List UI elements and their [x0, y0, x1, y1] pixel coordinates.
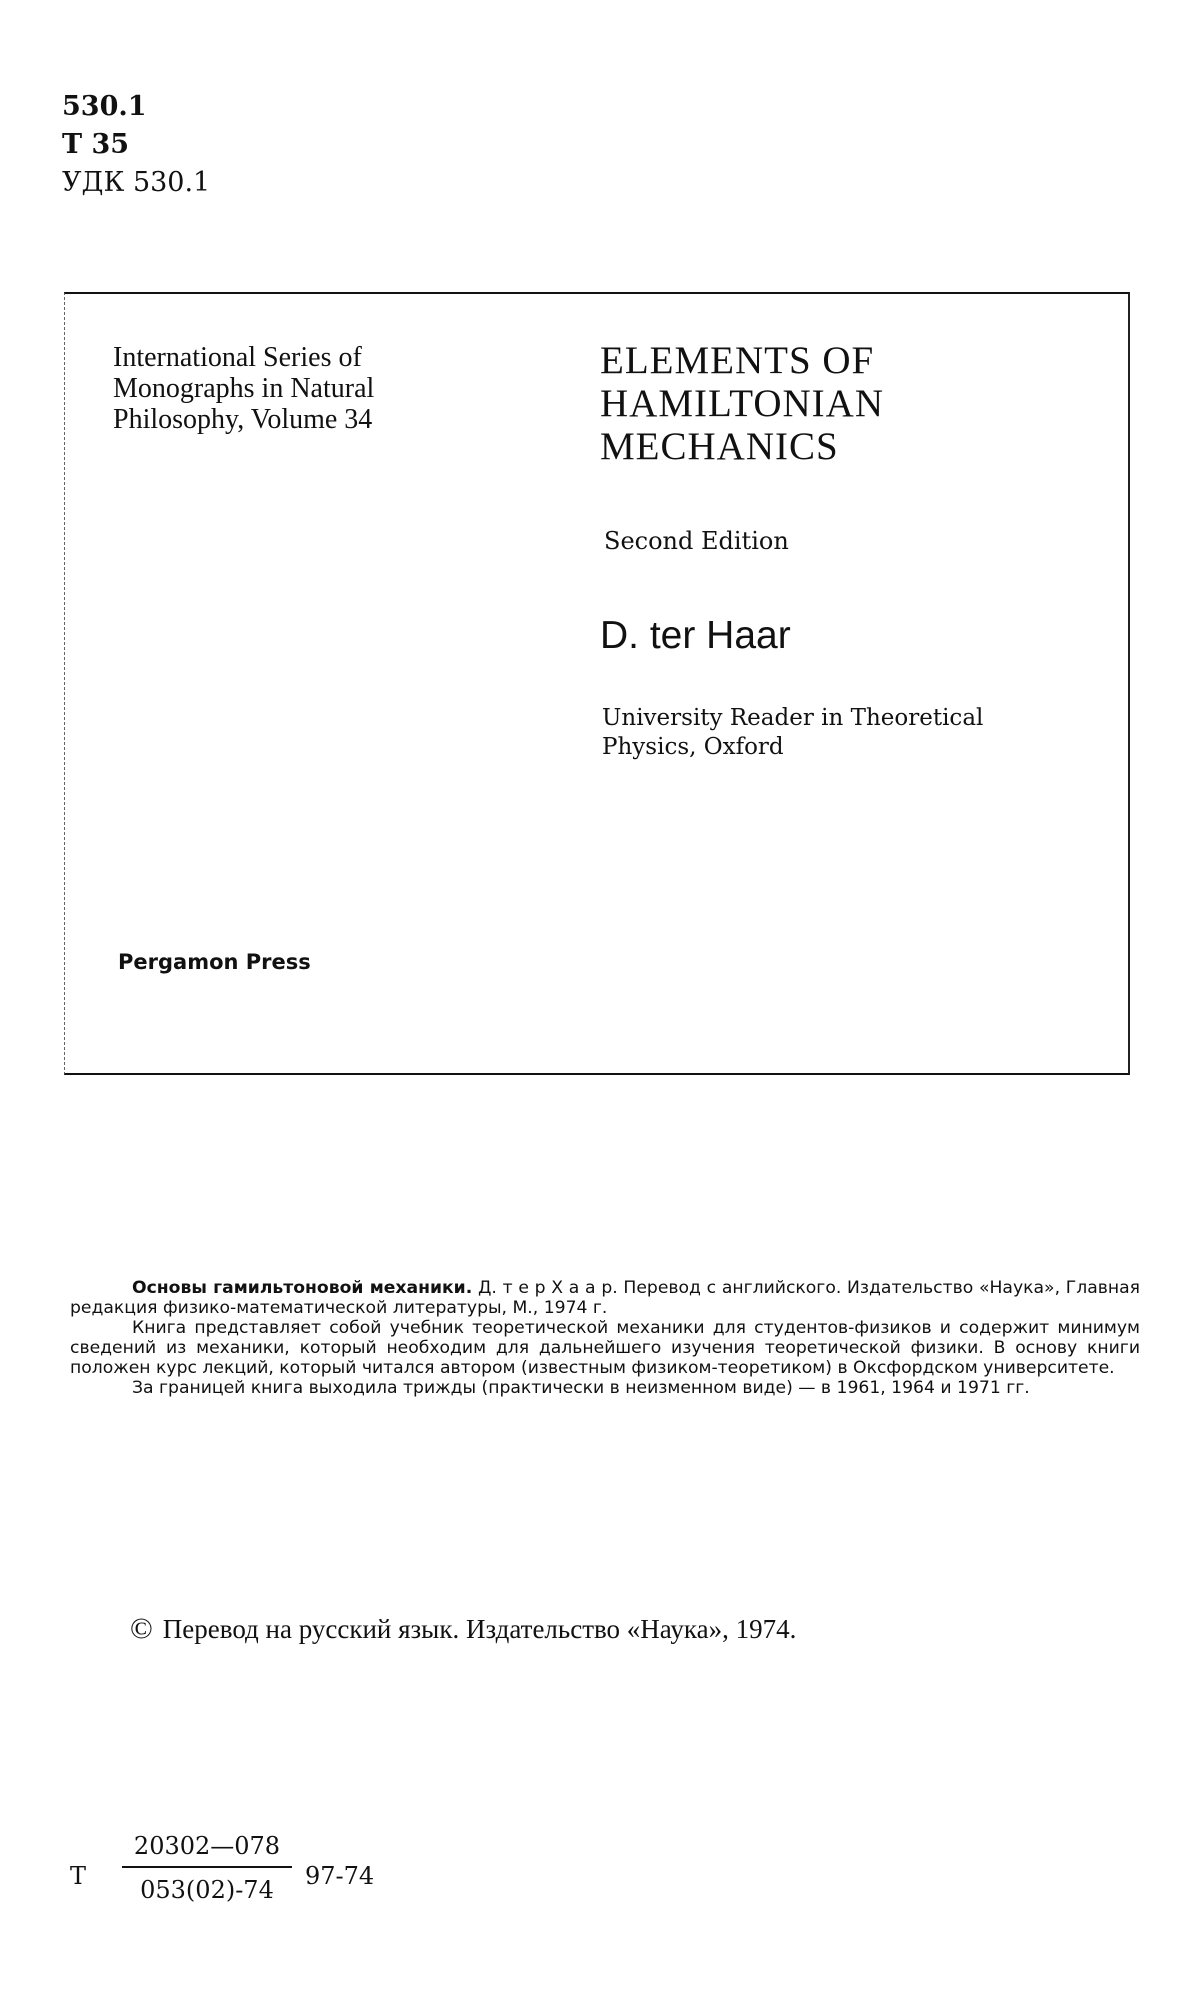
abstract-paragraph [70, 1278, 1140, 1318]
affiliation-line: University Reader in Theoretical [602, 705, 984, 731]
publisher-name: Pergamon Press [118, 950, 311, 974]
catalog-letter: Т [70, 1862, 87, 1890]
abstract-paragraph: Книга представляет собой учебник теоретической механики для студентов-физиков и содержит минимум сведений из механики, который необходим для дальнейшего изучения теоретической физики. В основу книги положен курс лекций, который читался автором (известным физиком-теоретиком) в Оксфордском университете. [70, 1318, 1140, 1378]
series-line: International Series of [113, 342, 362, 373]
bbk-code: 530.1 [62, 91, 147, 122]
udk-code: УДК 530.1 [62, 167, 211, 198]
book-title [600, 339, 884, 468]
copyright-line [130, 1612, 796, 1646]
title-line: HAMILTONIAN [600, 382, 884, 425]
copyright-icon: © [130, 1612, 153, 1645]
catalog-fraction [122, 1832, 292, 1904]
title-line: MECHANICS [600, 425, 839, 468]
catalog-suffix: 97-74 [305, 1862, 375, 1890]
catalog-denominator: 053(02)-74 [140, 1876, 274, 1904]
classification-block [62, 88, 210, 202]
author-name: D. ter Haar [600, 614, 791, 657]
title-line: ELEMENTS OF [600, 339, 875, 382]
abstract-lead: Основы гамильтоновой механики. [132, 1278, 473, 1298]
edition-label: Second Edition [604, 527, 789, 555]
series-line: Monographs in Natural [113, 373, 375, 404]
series-note [113, 342, 374, 435]
copyright-text: Перевод на русский язык. Издательство «Наука», 1974. [162, 1614, 797, 1644]
abstract-bibliographic: Д. т е р Х а а р. Перевод с английского. Издательство «Наука», Главная редакция физико-математической литературы, М., 1974 г. [70, 1278, 1140, 1318]
abstract-paragraph: За границей книга выходила трижды (практически в неизменном виде) — в 1961, 1964 и 1971 гг. [132, 1378, 1030, 1398]
author-mark: Т 35 [62, 129, 130, 160]
title-page-box [64, 292, 1130, 1075]
author-affiliation [602, 704, 983, 762]
catalog-numerator: 20302—078 [122, 1832, 292, 1868]
abstract [70, 1278, 1140, 1398]
series-line: Philosophy, Volume 34 [113, 404, 373, 435]
affiliation-line: Physics, Oxford [602, 734, 784, 760]
